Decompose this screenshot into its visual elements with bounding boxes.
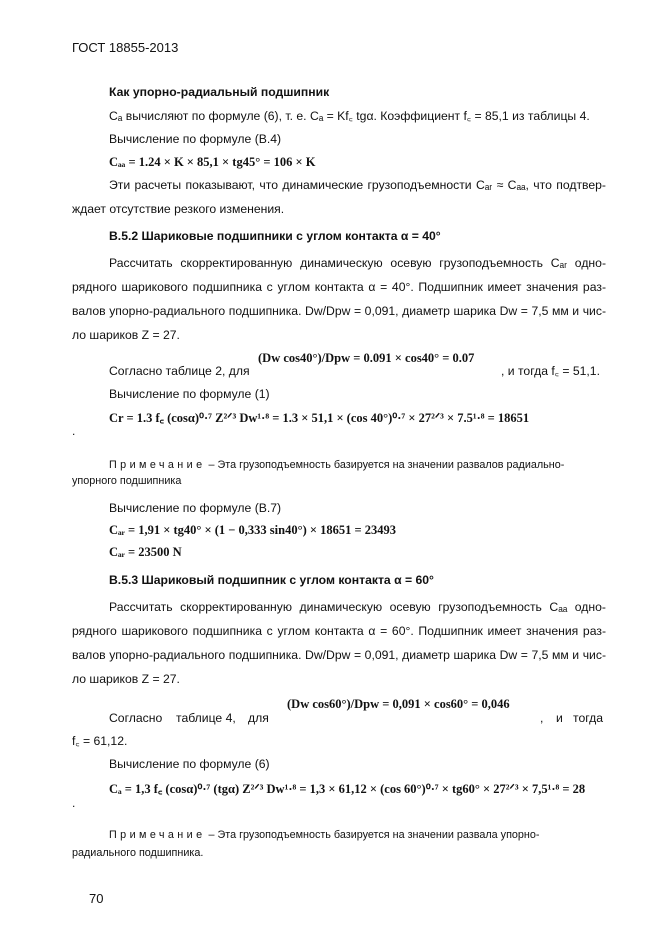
result-car: Cₐᵣ = 23500 N <box>109 545 182 559</box>
section-heading-thrust-radial: Как упорно-радиальный подшипник <box>109 85 330 99</box>
note-line: упорного подшипника <box>72 475 182 487</box>
note-text: – Эта грузоподъемность базируется на значении развала упорно- <box>205 829 540 841</box>
paragraph-line: валов упорно-радиального подшипника. Dw/Dpw = 0,091, диаметр шарика Dw = 7,5 мм и чис- <box>72 304 606 318</box>
calc-label: Вычисление по формуле (В.4) <box>109 132 282 146</box>
section-heading-b53: В.5.3 Шариковый подшипник с углом контакта α = 60° <box>109 573 434 587</box>
document-id: ГОСТ 18855-2013 <box>72 40 179 55</box>
formula-caa: Cₐₐ = 1.24 × K × 85,1 × tg45° = 106 × K <box>109 155 316 169</box>
paragraph-line: Cₐ вычисляют по формуле (6), т. е. Cₐ = Kf꜀ tgα. Коэффициент f꜀ = 85,1 из таблицы 4. <box>109 109 590 123</box>
fc-value: f꜀ = 61,12. <box>72 734 128 748</box>
note-line <box>109 458 564 472</box>
paragraph-line: ждает отсутствие резкого изменения. <box>72 202 285 216</box>
calc-label: Вычисление по формуле (В.7) <box>109 501 282 515</box>
note-label: Примечание <box>109 459 206 471</box>
note-text: – Эта грузоподъемность базируется на значении развалов радиально- <box>205 459 565 471</box>
paragraph-line: ло шариков Z = 27. <box>72 672 180 686</box>
formula-car: Cₐᵣ = 1,91 × tg40° × (1 − 0,333 sin40°) × 18651 = 23493 <box>109 523 396 537</box>
punctuation-dot: . <box>72 796 76 810</box>
calc-label: Вычисление по формуле (6) <box>109 757 270 771</box>
paragraph-line: Рассчитать скорректированную динамическую осевую грузоподъемность Cₐₐ одно- <box>109 600 606 614</box>
note-line: радиального подшипника. <box>72 847 204 859</box>
formula-cr: Cr = 1.3 f꜀ (cosα)⁰·⁷ Z²ᐟ³ Dw¹·⁸ = 1.3 × 51,1 × (cos 40°)⁰·⁷ × 27²ᐟ³ × 7.5¹·⁸ = 18651 <box>109 411 530 425</box>
word: тогда <box>573 711 604 725</box>
table-reference-tail: , и тогда f꜀ = 51,1. <box>501 364 600 378</box>
section-heading-b52: В.5.2 Шариковые подшипники с углом контакта α = 40° <box>109 229 441 243</box>
note-label: Примечание <box>109 829 206 841</box>
paragraph-line: Рассчитать скорректированную динамическую осевую грузоподъемность Cₐᵣ одно- <box>109 256 606 270</box>
table-reference: Согласно <box>109 711 163 725</box>
calc-label: Вычисление по формуле (1) <box>109 387 270 401</box>
note-line <box>109 828 540 842</box>
table-reference: для <box>248 711 269 725</box>
paragraph-line: рядного шарикового подшипника с углом контакта α = 40°. Подшипник имеет значения раз- <box>72 280 606 294</box>
punctuation-dot: . <box>72 424 76 438</box>
table-reference: Согласно таблице 2, для <box>109 364 250 378</box>
page-number: 70 <box>89 891 104 906</box>
paragraph-line: Эти расчеты показывают, что динамические грузоподъемности Cₐᵣ ≈ Cₐₐ, что подтвер- <box>109 178 606 192</box>
ratio-formula: (Dw cos40°)/Dpw = 0.091 × cos40° = 0.07 <box>258 351 475 365</box>
word: и <box>556 711 563 725</box>
ratio-formula: (Dw cos60°)/Dpw = 0,091 × cos60° = 0,046 <box>287 697 510 711</box>
paragraph-line: рядного шарикового подшипника с углом контакта α = 60°. Подшипник имеет значения раз- <box>72 624 606 638</box>
table-reference: таблице 4, <box>176 711 236 725</box>
paragraph-line: валов упорно-радиального подшипника. Dw/Dpw = 0,091, диаметр шарика Dw = 7,5 мм и чис- <box>72 648 606 662</box>
punctuation-comma: , <box>540 711 544 725</box>
paragraph-line: ло шариков Z = 27. <box>72 328 180 342</box>
formula-ca: Cₐ = 1,3 f꜀ (cosα)⁰·⁷ (tgα) Z²ᐟ³ Dw¹·⁸ = 1,3 × 61,12 × (cos 60°)⁰·⁷ × tg60° × 27²ᐟ³ × 7,5¹·⁸ = 28 <box>109 782 586 796</box>
